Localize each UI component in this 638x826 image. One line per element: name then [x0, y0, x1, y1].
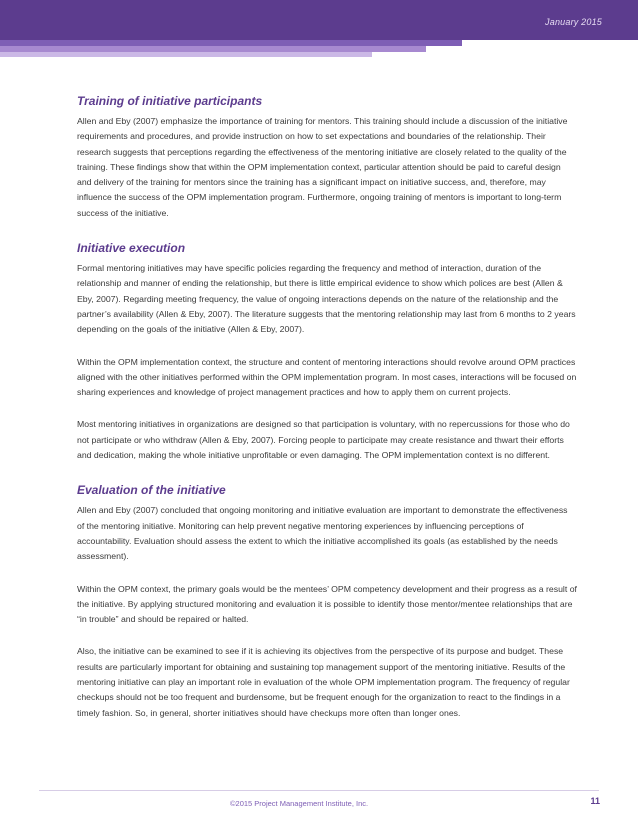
- paragraph: Allen and Eby (2007) emphasize the importance of training for mentors. This training should include a discussion of the initiative requirements and procedures, and provide instruction on how to set expectations and boundaries of the relationship. Their research suggests that perceptions regarding the effectiveness of the mentoring initiative are closely related to the quality of the training. These findings show that within the OPM implementation context, particular attention should be paid to careful design and delivery of the training for mentors since the training has a significant impact on initiative success, and, therefore, may influence the success of the OPM implementation program. Furthermore, ongoing training of mentors is important to long-term success of the initiative.: [77, 116, 568, 218]
- section-heading: Initiative execution: [77, 241, 186, 256]
- header-date: January 2015: [545, 17, 602, 27]
- section-evaluation: [77, 483, 577, 721]
- paragraph: Formal mentoring initiatives may have specific policies regarding the frequency and method of interaction, duration of the relationship and manner of ending the relationship, but there is little empirical evidence to show which polices are best (Allen & Eby, 2007). Regarding meeting frequency, the value of ongoing interactions depends on the nature of the relationship and the partner’s availability (Allen & Eby, 2007). The literature suggests that the mentoring relationship may last from 6 months to 2 years depending on the goals of the initiative (Allen & Eby, 2007).: [77, 263, 576, 335]
- paragraph: Within the OPM implementation context, the structure and content of mentoring interactions should revolve around OPM practices aligned with the other initiatives performed within the OPM implementation program. In most cases, interactions will be focused on sharing experiences and knowledge of project management practices and how to apply them on current projects.: [77, 356, 577, 398]
- footer-copyright: ©2015 Project Management Institute, Inc.: [230, 799, 369, 808]
- page-number: 11: [590, 796, 600, 806]
- section-execution: [77, 241, 577, 463]
- paragraph: Most mentoring initiatives in organizations are designed so that participation is voluntary, with no repercussions for those who do not participate or who withdraw (Allen & Eby, 2007). Forcing people to participate may create resistance and thwart their efforts and dedication, making the whole initiative unprofitable or even damaging. The OPM implementation context is no different.: [77, 419, 570, 461]
- section-training: [77, 94, 577, 221]
- header-stripe-light: [0, 52, 372, 57]
- section-heading: Evaluation of the initiative: [77, 483, 226, 498]
- header-band: [0, 0, 638, 40]
- footer-divider: [39, 790, 599, 791]
- paragraph: Also, the initiative can be examined to see if it is achieving its objectives from the perspective of its purpose and budget. These results are particularly important for obtaining and sustaining top management support of the mentoring initiative. Results of the mentoring initiative can play an important role in evaluation of the whole OPM implementation program. The frequency of regular checkups should not be too frequent and burdensome, but be frequent enough for the organization to react to the findings in a timely fashion. So, in general, shorter initiatives should have checkups more often than longer ones.: [77, 646, 570, 718]
- paragraph: Within the OPM context, the primary goals would be the mentees’ OPM competency development and their progress as a result of the initiative. By applying structured monitoring and evaluation it is possible to identify those mentor/mentee relationships that are “in trouble” and should be repaired or halted.: [77, 583, 577, 625]
- section-heading: Training of initiative participants: [77, 94, 263, 108]
- document-body: [77, 94, 577, 741]
- paragraph: Allen and Eby (2007) concluded that ongoing monitoring and initiative evaluation are important to demonstrate the effectiveness of the mentoring initiative. Monitoring can help prevent negative mentoring experiences by influencing perceptions of accountability. Evaluation should assess the extent to which the initiative accomplished its goals (as established by the needs assessment).: [77, 505, 568, 562]
